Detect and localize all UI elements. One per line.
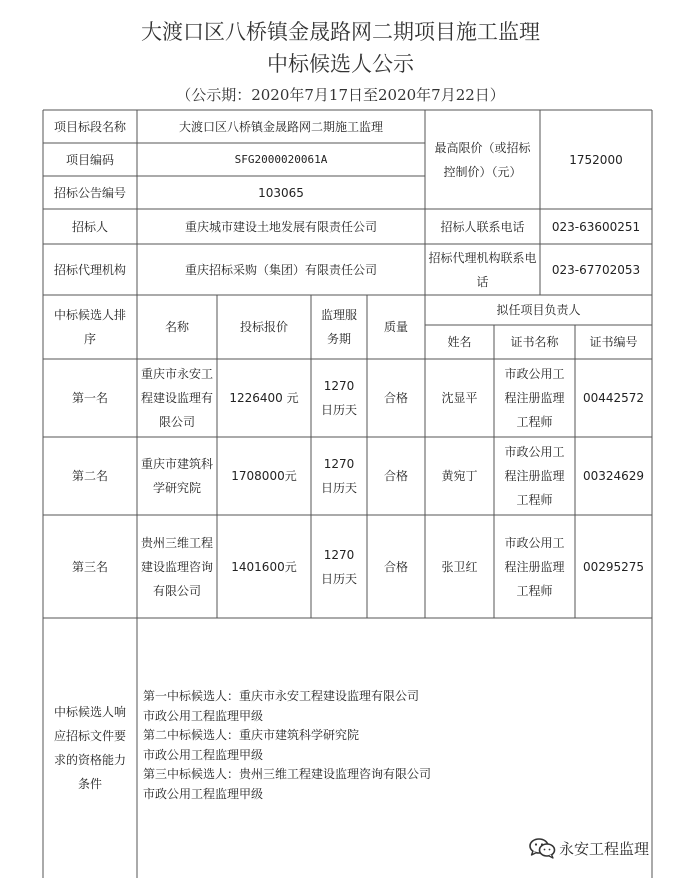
page-title: 大渡口区八桥镇金晟路网二期项目施工监理 <box>141 20 540 44</box>
watermark-text: 永安工程监理 <box>559 839 650 858</box>
project-name-label: 项目标段名称 <box>53 119 126 134</box>
cert-number-header: 证书编号 <box>589 335 638 349</box>
manager-name-header: 姓名 <box>447 335 472 349</box>
page-subtitle: 中标候选人公示 <box>267 52 414 76</box>
candidate-price: 1708000元 <box>231 469 297 483</box>
candidate-manager: 张卫红 <box>441 559 478 574</box>
candidate-cert-number: 00324629 <box>582 469 645 483</box>
requirements-label: 中标候选人响应招标文件要求的资格能力条件 <box>53 705 126 791</box>
project-manager-header: 拟任项目负责人 <box>496 303 581 317</box>
candidate-name: 贵州三维工程建设监理咨询有限公司 <box>141 535 214 598</box>
candidate-rank: 第二名 <box>71 469 108 483</box>
tenderer: 重庆城市建设土地发展有限责任公司 <box>184 219 377 234</box>
candidate-name: 重庆市永安工程建设监理有限公司 <box>141 367 214 429</box>
candidate-quality: 合格 <box>383 391 408 405</box>
candidate-period: 1270日历天 <box>320 547 357 586</box>
candidate-period: 1270日历天 <box>320 379 357 417</box>
tenderer-label: 招标人 <box>71 219 108 234</box>
requirement-line: 市政公用工程监理甲级 <box>143 786 264 801</box>
tenderer-phone: 023-63600251 <box>551 219 641 234</box>
candidate-cert-number: 00442572 <box>582 391 645 405</box>
rank-header: 中标候选人排序 <box>53 308 126 346</box>
requirements-content <box>143 687 431 804</box>
service-period-header: 监理服务期 <box>320 308 357 346</box>
cert-name-header: 证书名称 <box>510 335 559 349</box>
requirement-line: 第三中标候选人：贵州三维工程建设监理咨询有限公司 <box>143 767 432 781</box>
candidate-rank: 第三名 <box>71 559 108 574</box>
agency-phone: 023-67702053 <box>551 262 641 277</box>
requirement-line: 第一中标候选人：重庆市永安工程建设监理有限公司 <box>143 689 420 703</box>
project-code-label: 项目编码 <box>65 152 114 167</box>
candidate-cert-name: 市政公用工程注册监理工程师 <box>504 367 565 429</box>
candidate-period: 1270日历天 <box>320 457 357 495</box>
candidate-cert-name: 市政公用工程注册监理工程师 <box>504 445 565 507</box>
project-name: 大渡口区八桥镇金晟路网二期施工监理 <box>178 119 383 134</box>
agency-phone-label: 招标代理机构联系电话 <box>428 250 537 289</box>
max-price: 1752000 <box>569 152 623 167</box>
project-code: SFG2000020061A <box>234 152 328 166</box>
watermark <box>528 833 668 863</box>
candidate-quality: 合格 <box>383 559 408 574</box>
candidate-cert-name: 市政公用工程注册监理工程师 <box>504 535 565 598</box>
agency: 重庆招标采购（集团）有限责任公司 <box>184 262 377 277</box>
candidate-cert-number: 00295275 <box>582 559 645 574</box>
price-header: 投标报价 <box>239 320 288 334</box>
requirement-line: 市政公用工程监理甲级 <box>143 708 264 723</box>
candidate-quality: 合格 <box>383 469 408 483</box>
candidate-manager: 沈显平 <box>441 391 478 405</box>
quality-header: 质量 <box>383 320 408 334</box>
name-header: 名称 <box>164 320 189 334</box>
requirement-line: 第二中标候选人：重庆市建筑科学研究院 <box>143 728 360 742</box>
requirement-line: 市政公用工程监理甲级 <box>143 747 264 762</box>
max-price-label: 最高限价（或招标控制价）（元） <box>434 140 531 179</box>
notice-number-label: 招标公告编号 <box>53 185 126 200</box>
notice-number: 103065 <box>258 185 304 200</box>
tenderer-phone-label: 招标人联系电话 <box>440 219 525 234</box>
agency-label: 招标代理机构 <box>53 262 126 277</box>
wechat-icon <box>528 837 556 859</box>
candidate-name: 重庆市建筑科学研究院 <box>141 457 214 495</box>
publicity-period: （公示期：2020年7月17日至2020年7月22日） <box>176 86 505 104</box>
candidate-price: 1401600元 <box>231 559 297 574</box>
candidate-rank: 第一名 <box>71 391 108 405</box>
candidate-price: 1226400 元 <box>229 391 299 405</box>
candidate-manager: 黄宛丁 <box>441 469 478 483</box>
